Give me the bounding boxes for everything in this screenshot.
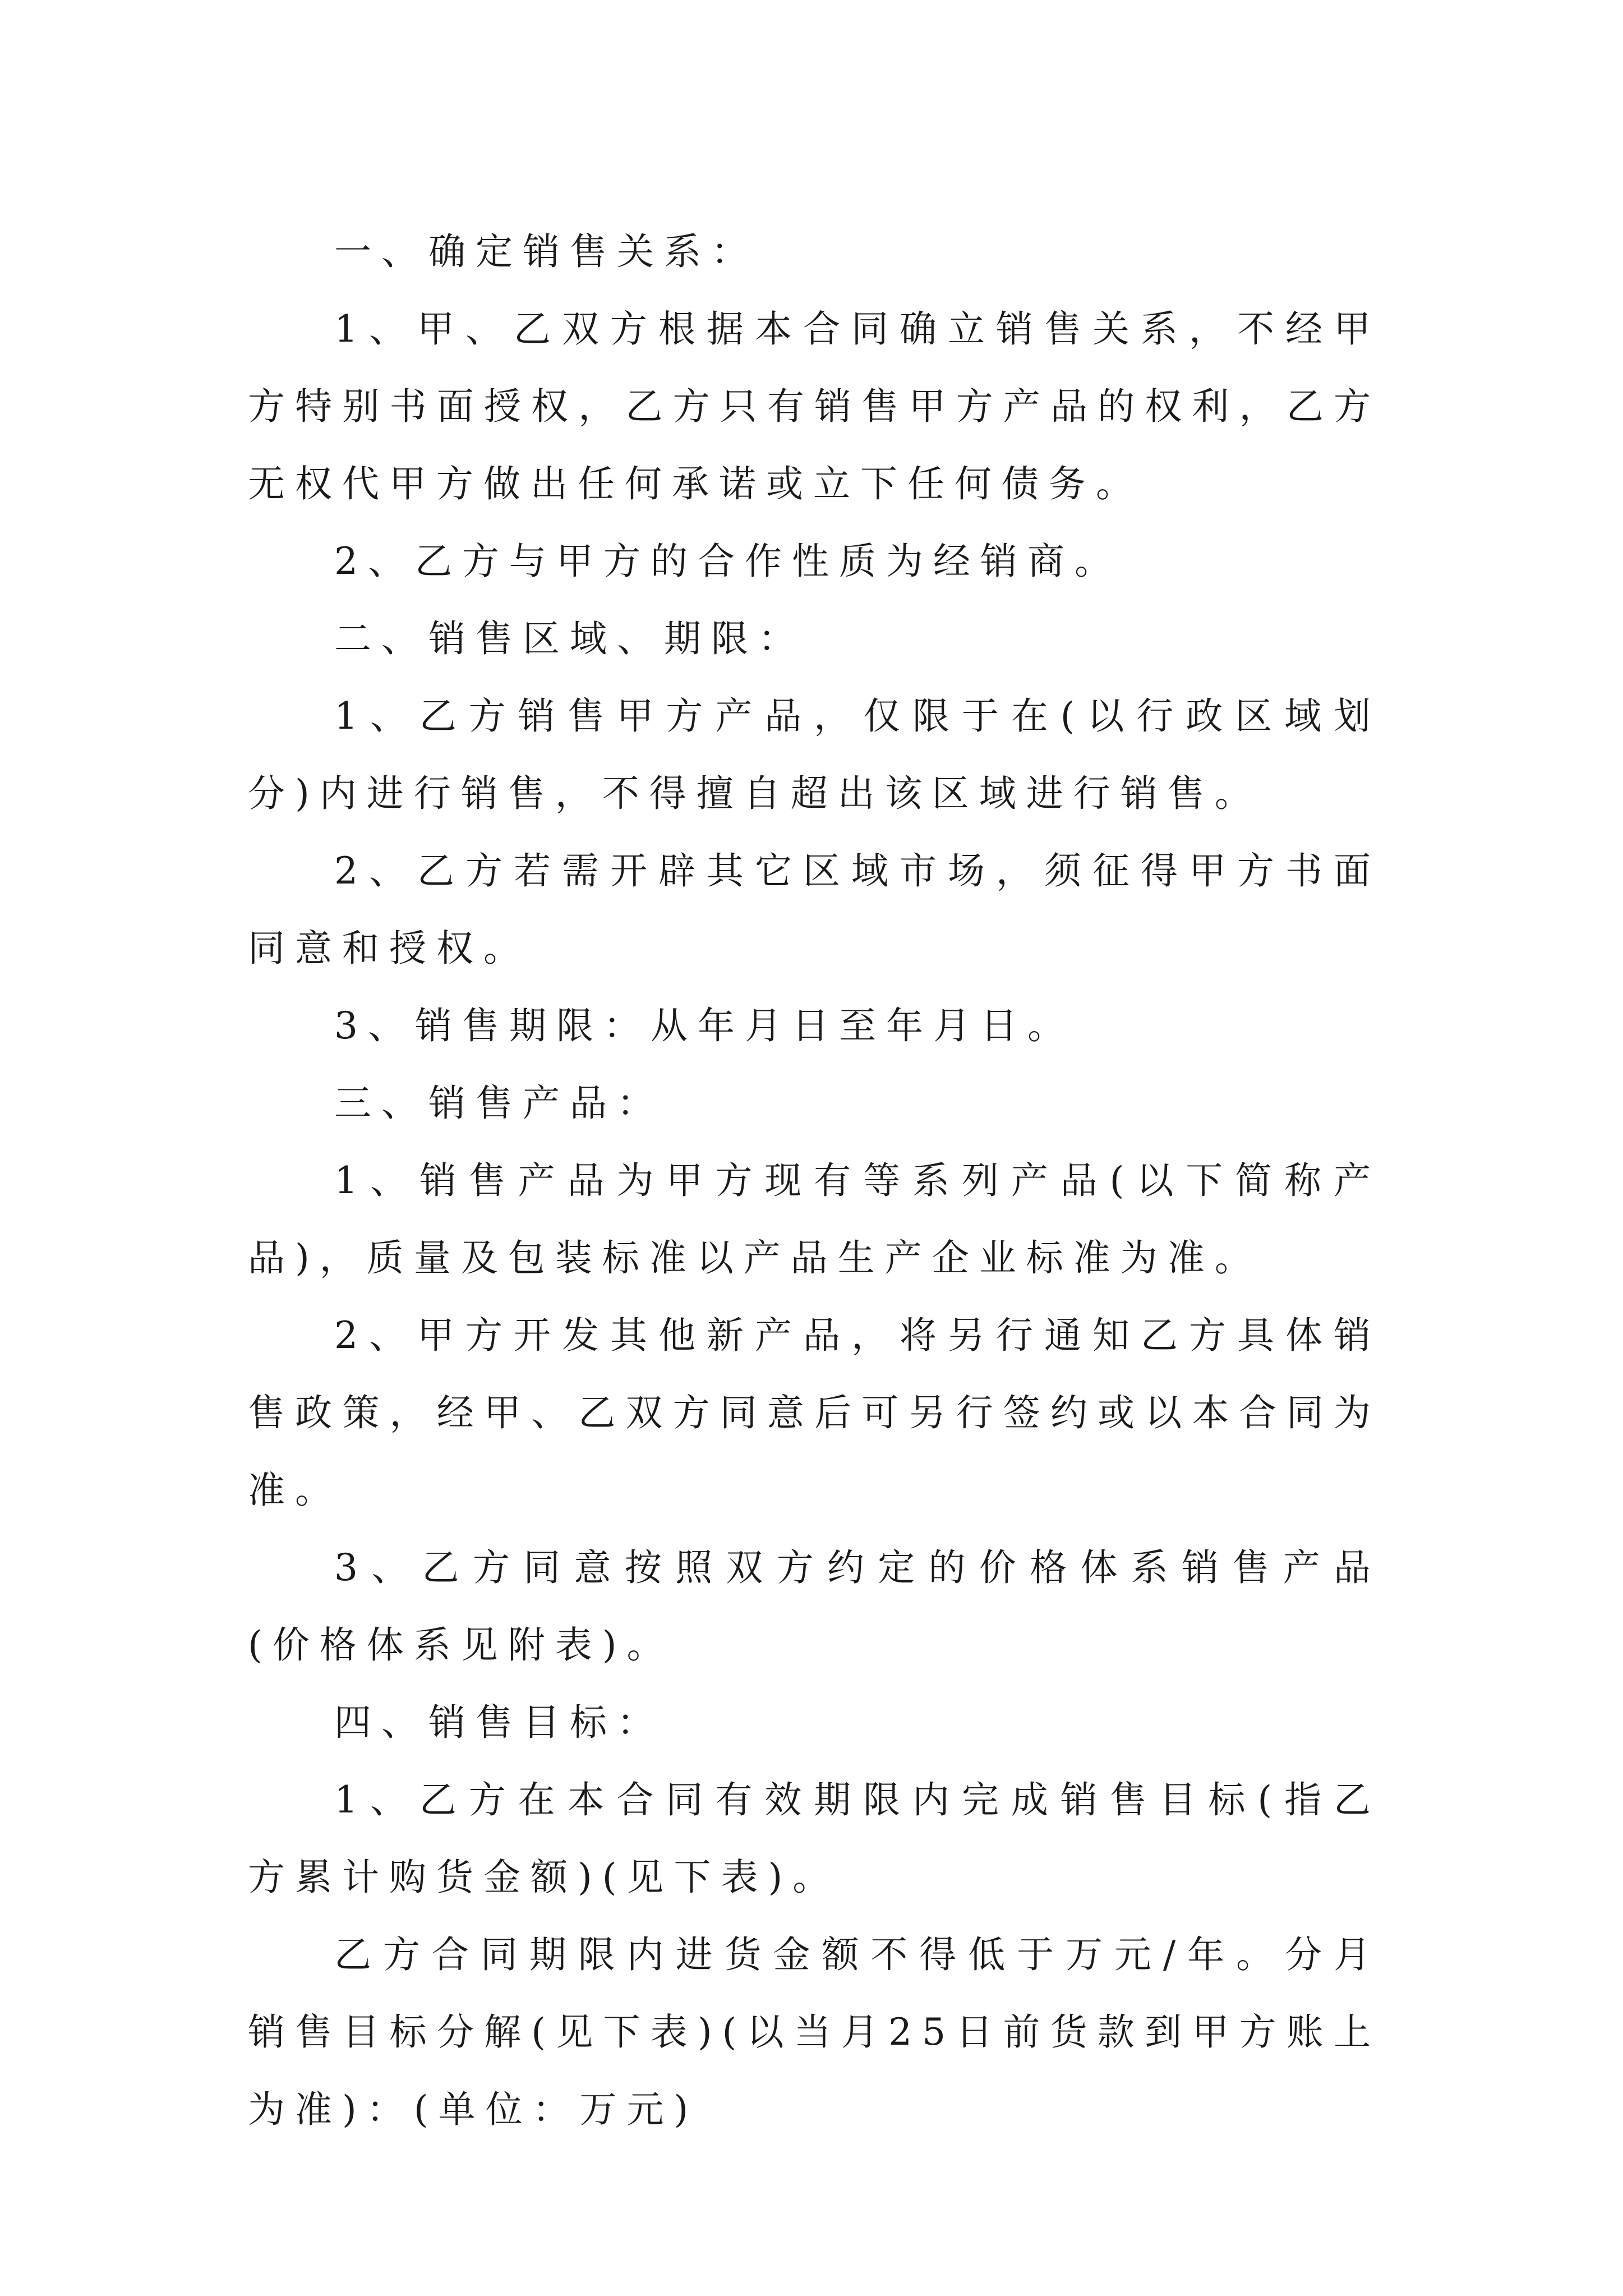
paragraph-4-1: 1、乙方在本合同有效期限内完成销售目标(指乙方累计购货金额)(见下表)。 [248,1778,1381,1899]
paragraph-3-2: 2、甲方开发其他新产品，将另行通知乙方具体销售政策，经甲、乙双方同意后可另行签约或以本合同为准。 [248,1314,1381,1512]
paragraph-1-1: 1、甲、乙双方根据本合同确立销售关系，不经甲方特别书面授权，乙方只有销售甲方产品的权利，乙方无权代甲方做出任何承诺或立下任何债务。 [248,307,1381,505]
paragraph-2-1: 1、乙方销售甲方产品，仅限于在(以行政区域划分)内进行销售，不得擅自超出该区域进行销售。 [248,694,1381,815]
section-heading-2: 二、销售区域、期限： [334,617,805,660]
paragraph-3-1: 1、销售产品为甲方现有等系列产品(以下简称产品)，质量及包装标准以产品生产企业标准为准。 [248,1159,1381,1280]
paragraph-3-3: 3、乙方同意按照双方约定的价格体系销售产品(价格体系见附表)。 [248,1546,1381,1667]
section-heading-3: 三、销售产品： [334,1082,664,1125]
paragraph-2-2: 2、乙方若需开辟其它区域市场，须征得甲方书面同意和授权。 [248,849,1381,970]
paragraph-2-3: 3、销售期限：从年月日至年月日。 [334,1004,1075,1047]
paragraph-4-2: 乙方合同期限内进货金额不得低于万元/年。分月销售目标分解(见下表)(以当月25日前货款到甲方账上为准)：(单位：万元) [248,1933,1381,2131]
paragraph-1-2: 2、乙方与甲方的合作性质为经销商。 [334,540,1122,583]
section-heading-4: 四、销售目标： [334,1701,664,1744]
document-page [248,213,1381,2148]
section-heading-1: 一、确定销售关系： [334,230,758,273]
